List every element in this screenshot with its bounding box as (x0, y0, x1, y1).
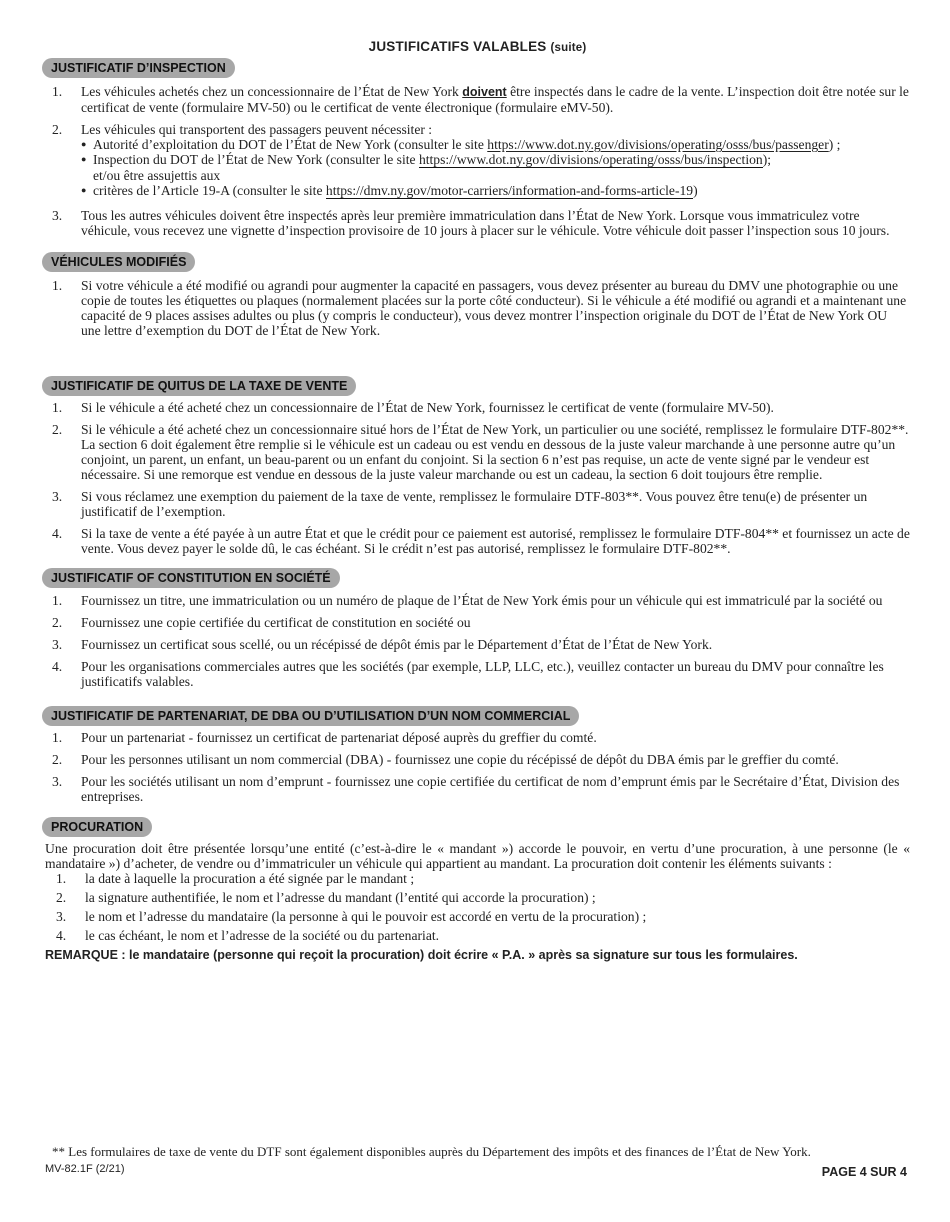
list-item: 3. Pour les sociétés utilisant un nom d’emprunt - fournissez une copie certifiée du certificat de nom d’emprunt émis par le Secrétaire d’État, Division des entreprises. (52, 774, 900, 804)
list-item: 1. Les véhicules achetés chez un concessionnaire de l’État de New York doivent être inspectés dans le cadre de la vente. L’inspection doit être notée sur le certificat de vente (formulaire MV-50) ou le certificat de vente électronique (formulaire eMV-50). (52, 84, 909, 115)
form-id: MV-82.1F (2/21) (45, 1163, 125, 1175)
list-item: 3. le nom et l’adresse du mandataire (la personne à qui le pouvoir est accordé en vertu de la procuration) ; (56, 909, 647, 924)
list-item: 2. Fournissez une copie certifiée du certificat de constitution en société ou (52, 615, 471, 630)
list-item: 2. la signature authentifiée, le nom et l’adresse du mandant (l’entité qui accorde la procuration) ; (56, 890, 596, 905)
section-header-incorporation: JUSTIFICATIF OF CONSTITUTION EN SOCIÉTÉ (42, 568, 340, 588)
section-incorporation (45, 568, 910, 689)
footnote: ** Les formulaires de taxe de vente du DTF sont également disponibles auprès du Département des impôts et des finances de l’État de New York. (52, 1144, 811, 1159)
bullet-item: ● Autorité d’exploitation du DOT de l’État de New York (consulter le site https://www.dot.ny.gov/divisions/operating/osss/bus/passenger) ; (81, 137, 841, 152)
list-item: 1. Si votre véhicule a été modifié ou agrandi pour augmenter la capacité en passagers, vous devez présenter au bureau du DMV une photographie ou une copie de toutes les étiquettes ou plaques (normalement placées sur la porte côté conducteur). Si le véhicule a été modifié ou agrandi et a maintenant une capacité de 9 places assises adultes ou plus (y compris le conducteur), vous devez montrer l’inspection originale du DOT de l’État de New York OU une lettre d’exemption du DOT de l’État de New York. (52, 278, 907, 338)
list-item: 1. Pour un partenariat - fournissez un certificat de partenariat déposé auprès du greffier du comté. (52, 730, 597, 745)
emphasis-doivent: doivent (462, 85, 507, 99)
page-title (45, 38, 910, 56)
procuration-note: REMARQUE : le mandataire (personne qui reçoit la procuration) doit écrire « P.A. » après sa signature sur tous les formulaires. (45, 948, 798, 962)
list-item: 2. Les véhicules qui transportent des passagers peuvent nécessiter : ● Autorité d’exploitation du DOT de l’État de New York (consulter le site https://www.dot.ny.gov/divisions/operating/osss/bus/passenger) ; ● Inspection du DOT de l’État de New York (consulter le site https://www.dot.ny.gov/divisions/operating/osss/bus/inspection); et/ou être assujettis aux ● critères de l’Article 19-A (consulter le site https://dmv.ny.gov/motor-carriers/information-and-forms-article-19) (45, 122, 910, 199)
list-item: 3. Fournissez un certificat sous scellé, ou un récépissé de dépôt émis par le Département d’État de l’État de New York. (52, 637, 713, 652)
page-number: PAGE 4 SUR 4 (821, 1165, 907, 1179)
document-page (45, 38, 910, 963)
bullet-item: ● Inspection du DOT de l’État de New York (consulter le site https://www.dot.ny.gov/divisions/operating/osss/bus/inspection); et/ou être assujettis aux (81, 152, 771, 183)
section-procuration (45, 817, 910, 963)
list-item: 1. Fournissez un titre, une immatriculation ou un numéro de plaque de l’État de New York émis pour un véhicule qui est immatriculé par la société ou (52, 593, 883, 608)
list-item: 4. le cas échéant, le nom et l’adresse de la société ou du partenariat. (56, 928, 440, 943)
title-suite: (suite) (550, 42, 587, 54)
procuration-intro: Une procuration doit être présentée lorsqu’une entité (c’est-à-dire le « mandant ») accorde le pouvoir, en vertu d’une procuration, à une personne (le « mandataire ») d’acheter, de vendre ou d’immatriculer un véhicule qui appartient au mandant. La procuration doit contenir les éléments suivants : (45, 841, 910, 871)
section-modified-vehicles (45, 252, 910, 338)
section-header-inspection: JUSTIFICATIF D’INSPECTION (42, 58, 235, 78)
section-inspection (45, 58, 910, 238)
section-header-modified: VÉHICULES MODIFIÉS (42, 252, 195, 272)
link-article-19[interactable]: https://dmv.ny.gov/motor-carriers/information-and-forms-article-19 (325, 183, 694, 198)
list-item: 1. la date à laquelle la procuration a été signée par le mandant ; (56, 871, 415, 886)
bullet-list (81, 137, 910, 199)
list-item: 4. Si la taxe de vente a été payée à un autre État et que le crédit pour ce paiement est autorisé, remplissez le formulaire DTF-804** et fournissez un acte de vente. Vous devez payer le solde dû, le cas échéant. Si le crédit n’est pas autorisé, remplissez le formulaire DTF-802**. (52, 526, 910, 556)
section-header-procuration: PROCURATION (42, 817, 152, 837)
link-inspection[interactable]: https://www.dot.ny.gov/divisions/operating/osss/bus/inspection (418, 152, 763, 167)
section-header-sales-tax: JUSTIFICATIF DE QUITUS DE LA TAXE DE VENTE (42, 376, 356, 396)
list-item: 2. Pour les personnes utilisant un nom commercial (DBA) - fournissez une copie du récépissé de dépôt du DBA émis par le greffier du comté. (52, 752, 839, 767)
title-main: JUSTIFICATIFS VALABLES (368, 39, 547, 54)
section-sales-tax (45, 376, 910, 556)
section-header-partnership: JUSTIFICATIF DE PARTENARIAT, DE DBA OU D’UTILISATION D’UN NOM COMMERCIAL (42, 706, 579, 726)
list-item: 4. Pour les organisations commerciales autres que les sociétés (par exemple, LLP, LLC, etc.), veuillez contacter un bureau du DMV pour connaître les justificatifs valables. (52, 659, 884, 689)
bullet-item: ● critères de l’Article 19-A (consulter le site https://dmv.ny.gov/motor-carriers/information-and-forms-article-19) (81, 183, 698, 198)
list-item: 1. Si le véhicule a été acheté chez un concessionnaire de l’État de New York, fournissez le certificat de vente (formulaire MV-50). (52, 400, 774, 415)
bullet-icon: ● (81, 185, 87, 195)
link-passenger[interactable]: https://www.dot.ny.gov/divisions/operating/osss/bus/passenger (487, 137, 829, 152)
bullet-icon: ● (81, 154, 87, 164)
list-item: 3. Tous les autres véhicules doivent être inspectés après leur première immatriculation dans l’État de New York. Lorsque vous immatriculez votre véhicule, vous recevez une vignette d’inspection provisoire de 10 jours à placer sur le véhicule. Votre véhicule doit passer l’inspection sous 10 jours. (52, 208, 890, 238)
bullet-icon: ● (81, 139, 87, 149)
section-partnership (45, 706, 910, 804)
list-item: 3. Si vous réclamez une exemption du paiement de la taxe de vente, remplissez le formulaire DTF-803**. Vous pouvez être tenu(e) de présenter un justificatif de l’exemption. (52, 489, 868, 519)
list-item: 2. Si le véhicule a été acheté chez un concessionnaire situé hors de l’État de New York, un particulier ou une société, remplissez le formulaire DTF-802**. La section 6 doit également être remplie si le véhicule est un cadeau ou est vendu en dessous de la juste valeur marchande à une personne autre qu’un conjoint, un parent, un enfant, un beau-parent ou un enfant du conjoint. Si la section 6 n’est pas requise, un acte de vente signé par le vendeur est nécessaire. Si une remorque est vendue en dessous de la juste valeur marchande ou est un cadeau, la section 6 doit toujours être remplie. (52, 422, 909, 482)
